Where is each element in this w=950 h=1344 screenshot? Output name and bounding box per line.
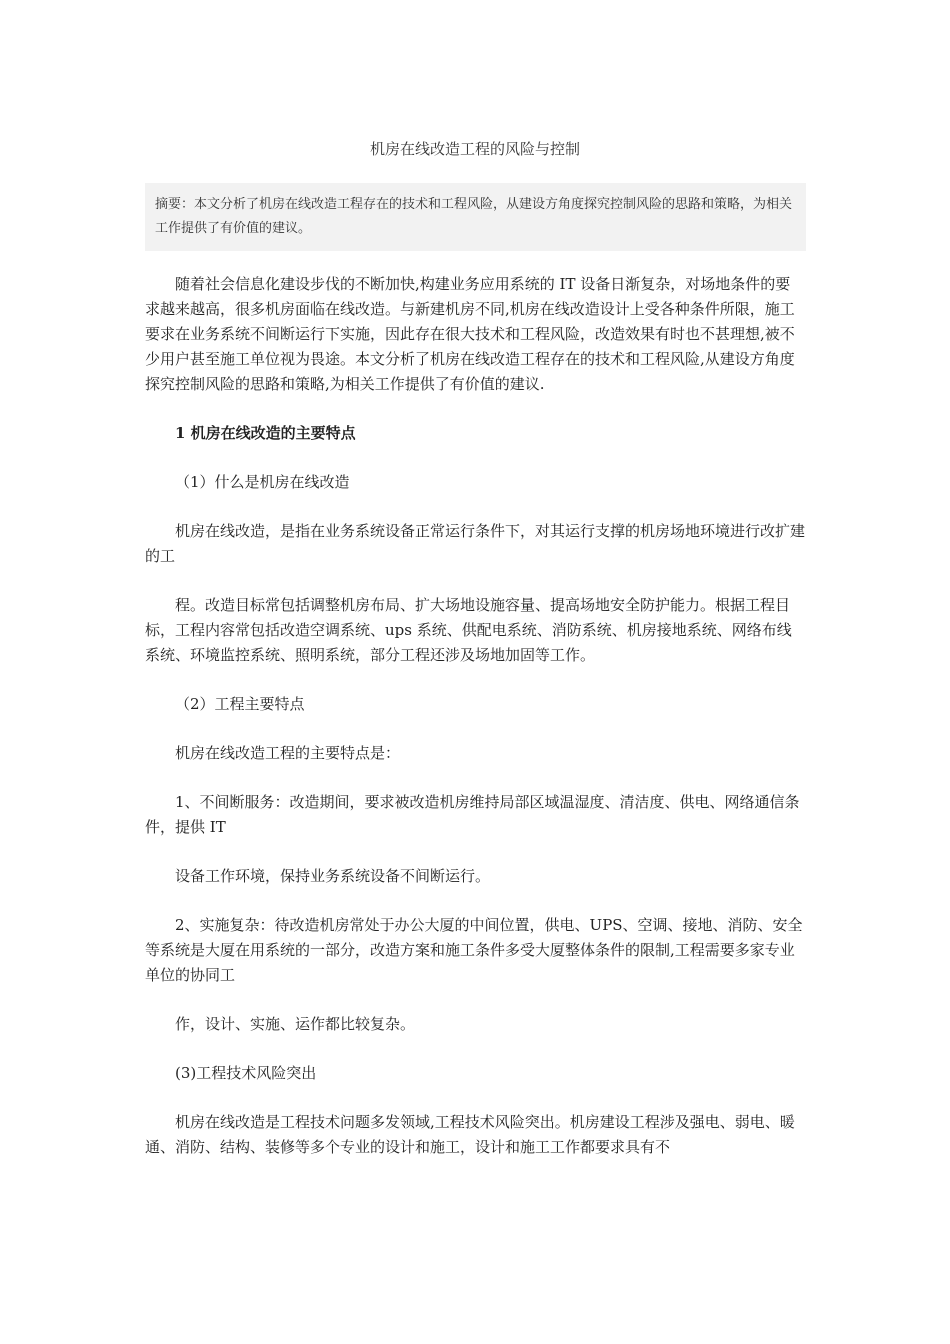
document-title: 机房在线改造工程的风险与控制 <box>369 140 580 158</box>
paragraph-intro: 随着社会信息化建设步伐的不断加快,构建业务应用系统的 IT 设备日渐复杂，对场地条件的要求越来越高，很多机房面临在线改造。与新建机房不同,机房在线改造设计上受各种条件所限，施工要求在业务系统不间断运行下实施，因此存在很大技术和工程风险，改造效果有时也不甚理想,被不少用户甚至施工单位视为畏途。本文分析了机房在线改造工程存在的技术和工程风险,从建设方角度探究控制风险的思路和策略,为相关工作提供了有价值的建议. <box>145 275 795 393</box>
paragraph: 2、实施复杂：待改造机房常处于办公大厦的中间位置，供电、UPS、空调、接地、消防、安全等系统是大厦在用系统的一部分，改造方案和施工条件多受大厦整体条件的限制,工程需要多家专业单位的协同工 <box>145 916 803 984</box>
paragraph: 作，设计、实施、运作都比较复杂。 <box>175 1015 416 1033</box>
paragraph: 机房在线改造，是指在业务系统设备正常运行条件下，对其运行支撑的机房场地环境进行改扩建的工 <box>145 522 806 565</box>
paragraph: 程。改造目标常包括调整机房布局、扩大场地设施容量、提高场地安全防护能力。根据工程目标，工程内容常包括改造空调系统、ups 系统、供配电系统、消防系统、机房接地系统、网络布线系统、环境监控系统、照明系统，部分工程还涉及场地加固等工作。 <box>145 596 792 664</box>
paragraph: 设备工作环境，保持业务系统设备不间断运行。 <box>175 867 491 885</box>
document-body <box>145 272 805 1160</box>
subsection-heading: （1）什么是机房在线改造 <box>175 473 350 491</box>
abstract-text: 摘要：本文分析了机房在线改造工程存在的技术和工程风险，从建设方角度探究控制风险的思路和策略，为相关工作提供了有价值的建议。 <box>155 197 793 236</box>
section-heading: 1 机房在线改造的主要特点 <box>175 424 356 442</box>
abstract-box <box>145 183 806 251</box>
paragraph: 1、不间断服务：改造期间，要求被改造机房维持局部区域温湿度、清洁度、供电、网络通信条件，提供 IT <box>145 793 800 836</box>
paragraph: 机房在线改造是工程技术问题多发领域,工程技术风险突出。机房建设工程涉及强电、弱电、暖通、消防、结构、装修等多个专业的设计和施工，设计和施工工作都要求具有不 <box>145 1113 795 1156</box>
subsection-heading: （2）工程主要特点 <box>175 695 305 713</box>
subsection-heading: (3)工程技术风险突出 <box>175 1064 317 1082</box>
paragraph: 机房在线改造工程的主要特点是： <box>175 744 401 762</box>
